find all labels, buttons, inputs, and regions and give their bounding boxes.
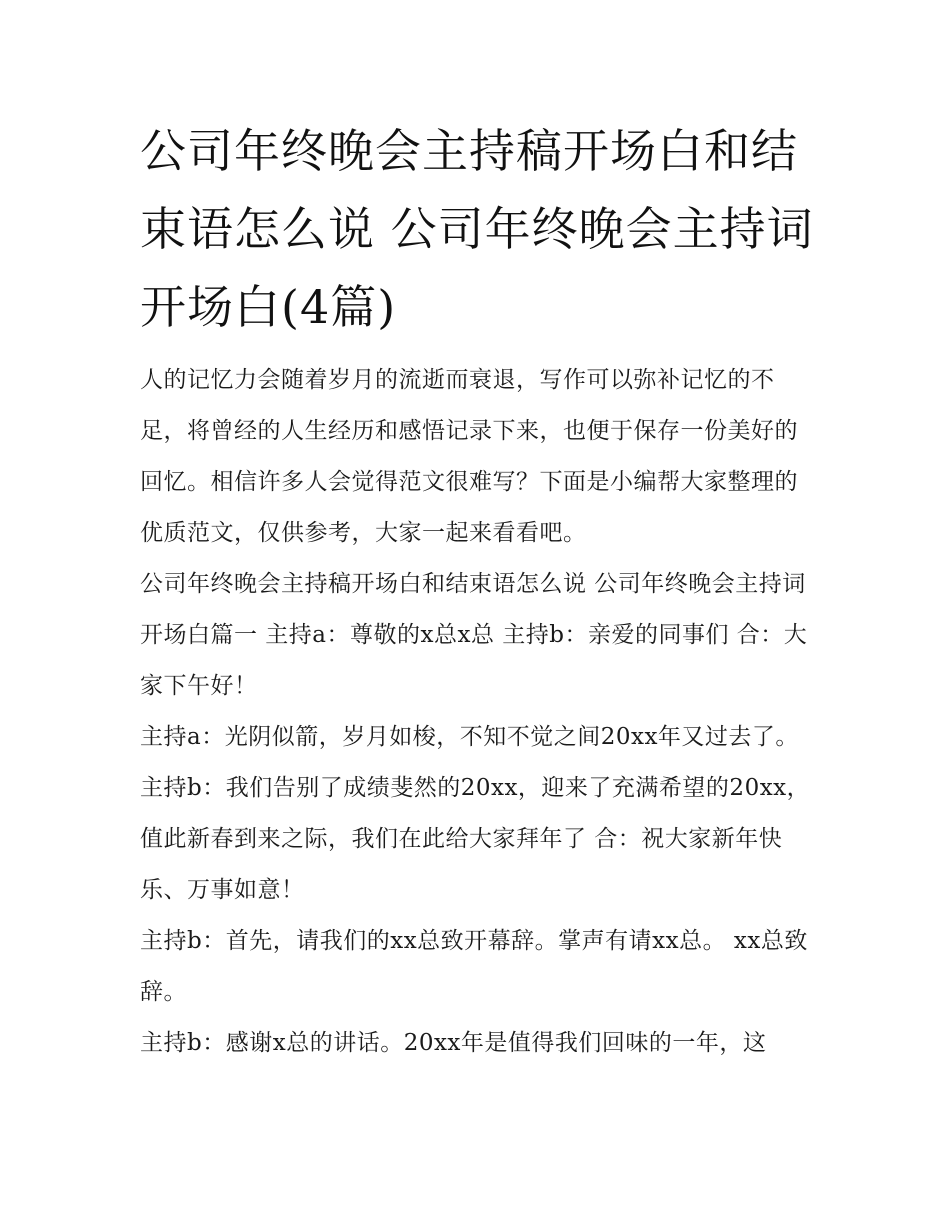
body-paragraph: 主持b：我们告别了成绩斐然的20xx，迎来了充满希望的20xx，值此新春到来之际，我们在此给大家拜年了 合：祝大家新年快乐、万事如意！	[140, 775, 811, 903]
body-paragraph: 主持b：首先，请我们的xx总致开幕辞。掌声有请xx总。 xx总致辞。	[140, 928, 808, 1005]
document-body	[140, 112, 820, 1069]
intro-paragraph: 人的记忆力会随着岁月的流逝而衰退，写作可以弥补记忆的不足，将曾经的人生经历和感悟记录下来，也便于保存一份美好的回忆。相信许多人会觉得范文很难写？下面是小编帮大家整理的优质范文，仅供参考，大家一起来看看吧。	[140, 367, 798, 546]
body-paragraph: 公司年终晚会主持稿开场白和结束语怎么说 公司年终晚会主持词开场白篇一 主持a：尊敬的x总x总 主持b：亲爱的同事们 合：大家下午好！	[140, 571, 808, 699]
document-title: 公司年终晚会主持稿开场白和结束语怎么说 公司年终晚会主持词开场白(4篇)	[140, 124, 814, 334]
body-paragraph: 主持a：光阴似箭，岁月如梭，不知不觉之间20xx年又过去了。	[140, 724, 799, 750]
body-paragraph: 主持b：感谢x总的讲话。20xx年是值得我们回味的一年，这	[140, 1030, 767, 1056]
